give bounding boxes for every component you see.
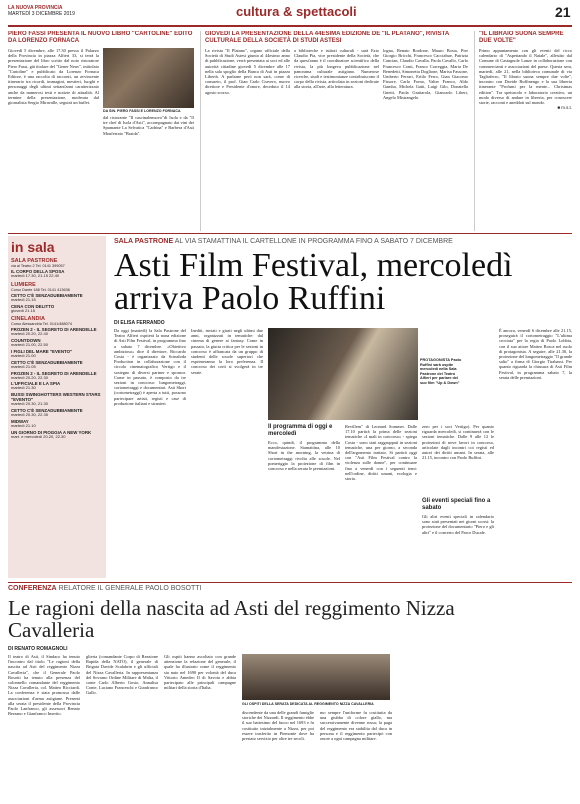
divider <box>8 233 572 234</box>
article-libraio <box>474 31 572 231</box>
film-showtimes: martedì 20.20, 22.30 <box>11 374 48 380</box>
bottom-kicker-sub: RELATORE IL GENERALE PAOLO BOSOTTI <box>58 585 202 592</box>
masthead-rule <box>8 25 572 27</box>
main-col: Gli altri eventi speciali in calendario sono stati presentati nei giorni scorsi: la proiezione del documentario "Piero e gli altri" e il concerto del Parco Ducale. <box>422 514 494 535</box>
main-body <box>114 328 572 578</box>
main-col: Inediti, inviati e girati negli ultimi due anni, organizzati in tematiche: dal cinema di genere ai fantasy. Come in passato, la giuria critica per le sezioni in concorso è affiancata da un gruppo di studenti delle scuole superiori che esprimeranno la loro preferenza. Il concorso dei corti si svolgerà in tre serate. <box>191 328 263 375</box>
article-title: PIERO FASSI PRESENTA IL NUOVO LIBRO "CARTOLINE" EDITO DA LORENZO FORNACA <box>8 31 193 44</box>
article-fassi <box>8 31 194 231</box>
bottom-byline: DI RENATO ROMAGNOLI <box>8 646 68 652</box>
cinema-list <box>11 258 103 439</box>
article-text: Giovedì 5 dicembre, alle 17.30 presso il Palazzo della Provincia in piazza Alfieri 33, si terrà la presentazione del libro scritto dal noto ristoratore Piero Fassi, già titolare del "Gener Neuv", intitolato "Cartoline" e pubblicato da Lorenzo Fornaca Editore, è una raccolta di racconti, un avvincente itinerario tra ricordi, immagini, mestieri, luoghi e personaggi degli ultimi settant'anni caratterizzato anche da numerosi testi e notizie di attualità. Al termine della presentazione, moderata dal giornalista Sergio Miravalle, seguirà un buffet. <box>8 48 100 106</box>
film-showtimes: martedì 20.30, 21.30 <box>11 401 48 407</box>
article-signature: ■ m.s.t. <box>557 105 572 111</box>
main-col: Ecco, quindi, il programma della manifestazione. Stamattina, alle 10 Short in the morning, la vetrina di cortometraggi rivolta alle scuole. Nel pomeriggio la proiezione di film in concorso e nella serata le premiazioni. <box>268 440 340 472</box>
film-showtimes: martedì 21.15 <box>11 296 36 302</box>
bottom-col: discendente da una delle grandi famiglie storiche dei Nizzardi. Il reggimento ebbe il suo battesimo del fuoco nel 1693 e fu costituito inizialmente a Nizza, per poi essere trasferito in Piemonte dove ha prestato servizio per oltre tre secoli. <box>242 710 314 742</box>
bottom-col <box>398 654 572 800</box>
main-col: Da oggi (martedì) la Sala Pastrone del Teatro Alfieri ospiterà la nona edizione di Asti Film Festival, in programma fino a sabato 7 dicembre. «Obiettivo ambizioso» dice il direttore, Riccardo Costa - è organizzato da Scinaloda Production in collaborazione con il circolo cinematografico Vertigo e il sostegno di diversi partner e sponsor. Come in passato, è composto da tre sezioni in concorso: lungometraggi, cortometraggi e documentari. Asti Short (cortometraggi) è aperta a tutti, possono partecipare artisti, registi e case di produzione italiani e stranieri. <box>114 328 186 406</box>
issue-date: MARTEDÌ 3 DICEMBRE 2019 <box>8 11 75 17</box>
bottom-col: glieria (comandante Corpo di Reazione Rapida della NATO), il generale di Brigata Davide Scalabrin e gli ufficiali del Nizza Cavalleria. In rappresentanza del Sovrano Ordine Militare di Malta, il conte Carlo Alberto Gosio, Annalisa Conte, Luciano Franceschi e Gianfranco Gallo. <box>86 654 158 696</box>
divider <box>8 582 572 583</box>
article-text: Primo appuntamento con gli eventi del ricco calendario di "Aspettando il Natale", allestito dal Comune di Castagnole Lanze in collaborazione con commercianti e associazioni del paese. Questa sera, martedì, alle 21, nella biblioteca comunale di via Tagliaferro, "Il libraio suona sempre due volte", incontro con Davide Ruffinengo e la sua libreria itinerante "Profumi per la mente... Christmas edition". Tra spettacolo e laboratorio creativo, un modo diverso di andare in libreria, per conoscere storie, racconti e aneddoti sul mondo. <box>479 48 572 106</box>
film-title: FROZEN 2 - IL SEGRETO DI ARENDELLE <box>11 370 97 376</box>
film-title: FROZEN 2 - IL SEGRETO DI ARENDELLE <box>11 327 97 333</box>
article-text: logna, Renato Bordone, Mauro Bosia, Pier Giorgio Bricchi, Francesco Cacciabue, Patrizia Cancian, Claudio Cavalla, Paola Cavallo, Carlo Francesco Conti, Franco Correggia, Maria De Benedetti, Simonetta Doglione, Marisa Fassone, Umberto Ferrari, Ertilo Ferro, Gian Giacomo Fissore, Carla Forno, Valter Franco, Aldo Gamba, Michela Gatti, Luigi Gilo, Donatella Gnetti, Paola Grattarola, Giancarlo Libert, Angelo Mistrangelo. <box>383 48 468 100</box>
film-showtimes: martedì 17.30, 21.15 22.40 <box>11 273 60 278</box>
film-showtimes: martedì 20.30, 22.35 <box>11 411 48 417</box>
cinema-listings <box>8 236 106 578</box>
article-text: La rivista "Il Platano", organo ufficiale della Società di Studi Astesi giunta al 44esimo anno di pubblicazione, verrà presentata ai soci ed alle autorità cittadine giovedì 5 dicembre alle 17 nella sala spoglio della Banca di Asti in piazza Libertà. A parlarne però non sarà, come di consueto, il prof. Gian Carlo Cravero, nuovo direttore e Presidente d'onore, deceduto il 14 agosto scorso. <box>205 48 290 95</box>
cinema-name: CINELANDIA <box>11 316 45 323</box>
main-headline: Asti Film Festival, mercoledì arriva Paolo Ruffini <box>114 247 513 317</box>
main-col: Revillem" di Leonard Sommer. Dalle 17.10 partirà la prima delle sezioni tematiche «I mali in concorso» - spiega Costa - sono stati raggruppati in sezioni tematiche, una per giorno, a seconda dell'argomento trattato. Si partirà oggi con "Asti Film Festival contro la violenza sulle donne", per continuare fino a venerdì con i seguenti temi: nell'ordine, diritti umani, ecologia e storia. <box>345 424 417 482</box>
bottom-kicker: CONFERENZA <box>8 585 57 592</box>
cinema-entry <box>11 258 103 279</box>
film-title: CETTO C'È SENZADUBBIAMENTE <box>11 359 83 365</box>
film-showtimes: martedì 21.00, 22.50 <box>11 342 48 348</box>
film-showtimes: martedì 21.05 <box>11 363 36 369</box>
cinema-name: SALA PASTRONE <box>11 258 58 264</box>
film-title: IL CORPO DELLA SPOSA <box>11 269 65 274</box>
cinema-name: LUMIERE <box>11 281 36 288</box>
main-subhead: Gli eventi speciali fino a sabato <box>422 498 491 511</box>
article-title: GIOVEDÌ LA PRESENTAZIONE DELLA 44ESIMA EDIZIONE DE "IL PLATANO", RIVISTA CULTURALE DELLA SOCIETÀ DI STUDI ASTESI <box>205 31 449 44</box>
bottom-col: Il teatro di Asti, il Sindaco ha tenuto l'incontro dal titolo "Le ragioni della nascita ad Asti del reggimento Nizza Cavalleria", che il Generale Paolo Bosotti ha tenuto alla presenza del colonnello comandante del reggimento Nizza Cavalleria, col. Matteo Ricciardi. La conferenza è stata promossa dalle associazioni d'arma astigiane. Presenti alla serata il presidente della Provincia Paolo Lanfranco, gli assessori Renato Berzano e Gianfranco Imerito. <box>8 654 80 717</box>
main-kicker: SALA PASTRONE <box>114 238 174 245</box>
photo-fassi <box>103 48 194 108</box>
film-showtimes: martedì 21.10 <box>11 422 36 428</box>
cinema-address: via al Teatro 2 Tel. 0141 399057 <box>11 264 65 268</box>
film-title: L'UFFICIALE E LA SPIA <box>11 381 61 387</box>
film-showtimes: giovedì 21.15 <box>11 307 36 313</box>
photo-caption: GLI OSPITI DELLA SERATA DEDICATA AL REGGIMENTO NIZZA CAVALLERIA <box>242 702 374 706</box>
article-title: "IL LIBRAIO SUONA SEMPRE DUE VOLTE" <box>479 31 564 44</box>
bottom-col: Gli ospiti hanno ascoltato con grande attenzione la relazione del generale, il quale ha illustrato come il reggimento sia nato nel 1690 per volontà del duca Vittorio Amedeo II di Savoia e abbia partecipato alle principali campagne militari della storia d'Italia. <box>164 654 236 691</box>
article-platano <box>200 31 470 231</box>
paper-name: LA NUOVA PROVINCIA <box>8 5 63 11</box>
article-text: dal ristorante "Il cascinalenuovo"di Isola e da "Il tre chef di Isola d'Asti", accompagnato dai vini dei Spumante La Selvatica "Cadrina" e Barbera d'Asti Monferrato "Braida". <box>103 115 194 136</box>
film-title: CETTO C'È SENZADUBBIAMENTE <box>11 407 83 413</box>
film-title: CETTO C'È SENZADUBBIAMENTE <box>11 292 83 298</box>
main-subhead: Il programma di oggi e mercoledì <box>268 424 333 437</box>
film-title: CENA CON DELITTO <box>11 303 55 309</box>
masthead-left <box>8 5 228 17</box>
main-byline: DI ELISA FERRANDO <box>114 320 165 326</box>
section-title: cultura & spettacoli <box>236 4 357 19</box>
article-text: a biblioteche e istituti culturali - sarà Ezio Claudio Pia, vice presidente della Società, che da quest'anno è il coordinatore scientifico della rivista, la più longeva pubblicazione nel panorama culturale astigiano. Numerose ricerche, studi e testimonianze contribuiscono il corpo della rivista, articolata in sezioni dedicate alla storia, all'arte, alla letteratura. <box>294 48 379 90</box>
main-kicker-row <box>114 238 572 245</box>
bottom-kicker-row <box>8 585 201 592</box>
film-showtimes: martedì 20.20, 22.40 <box>11 331 48 337</box>
cinema-address: Corso Dante 188 Tel. 0141 413636 <box>11 287 70 292</box>
photo-ruffini <box>268 328 418 420</box>
film-title: COUNTDOWN <box>11 338 41 344</box>
page-number: 21 <box>555 4 571 20</box>
listings-title: in sala <box>11 239 55 255</box>
cinema-address: Corso Alessandria Tel. 0141/488074 <box>11 322 72 327</box>
film-title: I FIGLI DEL MARE "EVENTO" <box>11 348 73 354</box>
main-kicker-sub: AL VIA STAMATTINA IL CARTELLONE IN PROGRAMMA FINO A SABATO 7 DICEMBRE <box>174 238 453 245</box>
film-showtimes: mart. e mercoledì 20.20, 22.30 <box>11 433 66 439</box>
film-title: UN GIORNO DI PIOGGIA A NEW YORK <box>11 429 92 435</box>
film-title: MIDWAY <box>11 418 29 424</box>
cinema-entry <box>11 282 103 314</box>
film-showtimes: martedì 21.00 <box>11 352 36 358</box>
main-col-group <box>422 424 494 578</box>
main-col: È ancora, venerdì 6 dicembre alle 21.15, proseguirà il cortometraggio "L'ultima crociata" per la regia di Paolo Lobbia, con il suo attore Matteo Bosca nel ruolo di protagonista. A seguire, alle 21.30, la proiezione del lungometraggio "Il grande salto" a firma di Giorgio Tirabassi. Per quanto riguarda la chiusura di Asti Film Festival, in programma sabato 7, la serata delle premiazioni. <box>499 328 572 380</box>
film-showtimes: martedì 21.30 <box>11 385 36 391</box>
main-col: zero per i soci Vertigo). Per quanto riguarda mercoledì, si continuerà con le sezioni tematiche. Dalle 9 alle 12 le proiezioni di nove lavori in concorso, articolate dagli incontri coi registi ed autori dei diritti umani. In serata, alle 21.15, incontro con Paolo Ruffini. <box>422 424 494 461</box>
bottom-col: mo sempre l'uniforme fu costituita da una giubba di colore giallo, ma successivamente divenne rossa; la paga del reggimento era stabilita dal duca in persona e il reggimento partecipò con onore a ogni campagna militare. <box>320 710 392 742</box>
photo-reggimento <box>242 654 390 700</box>
film-title: BUSSI SWINGHOTTERS WESTERN STARS "EVENTO" <box>11 392 101 403</box>
photo-caption: DA SIN. PIERO FASSI E LORENZO FORNACA <box>103 109 181 113</box>
photo-caption: PROTAGONISTA Paolo Ruffini sarà ospite mercoledì nella Sala Pastrone del Teatro Alfieri per parlare del suo film "Up & Down" <box>420 358 462 385</box>
bottom-body <box>8 654 572 800</box>
bottom-headline: Le ragioni della nascita ad Asti del reggimento Nizza Cavalleria <box>8 596 455 642</box>
cinema-entry <box>11 316 103 439</box>
